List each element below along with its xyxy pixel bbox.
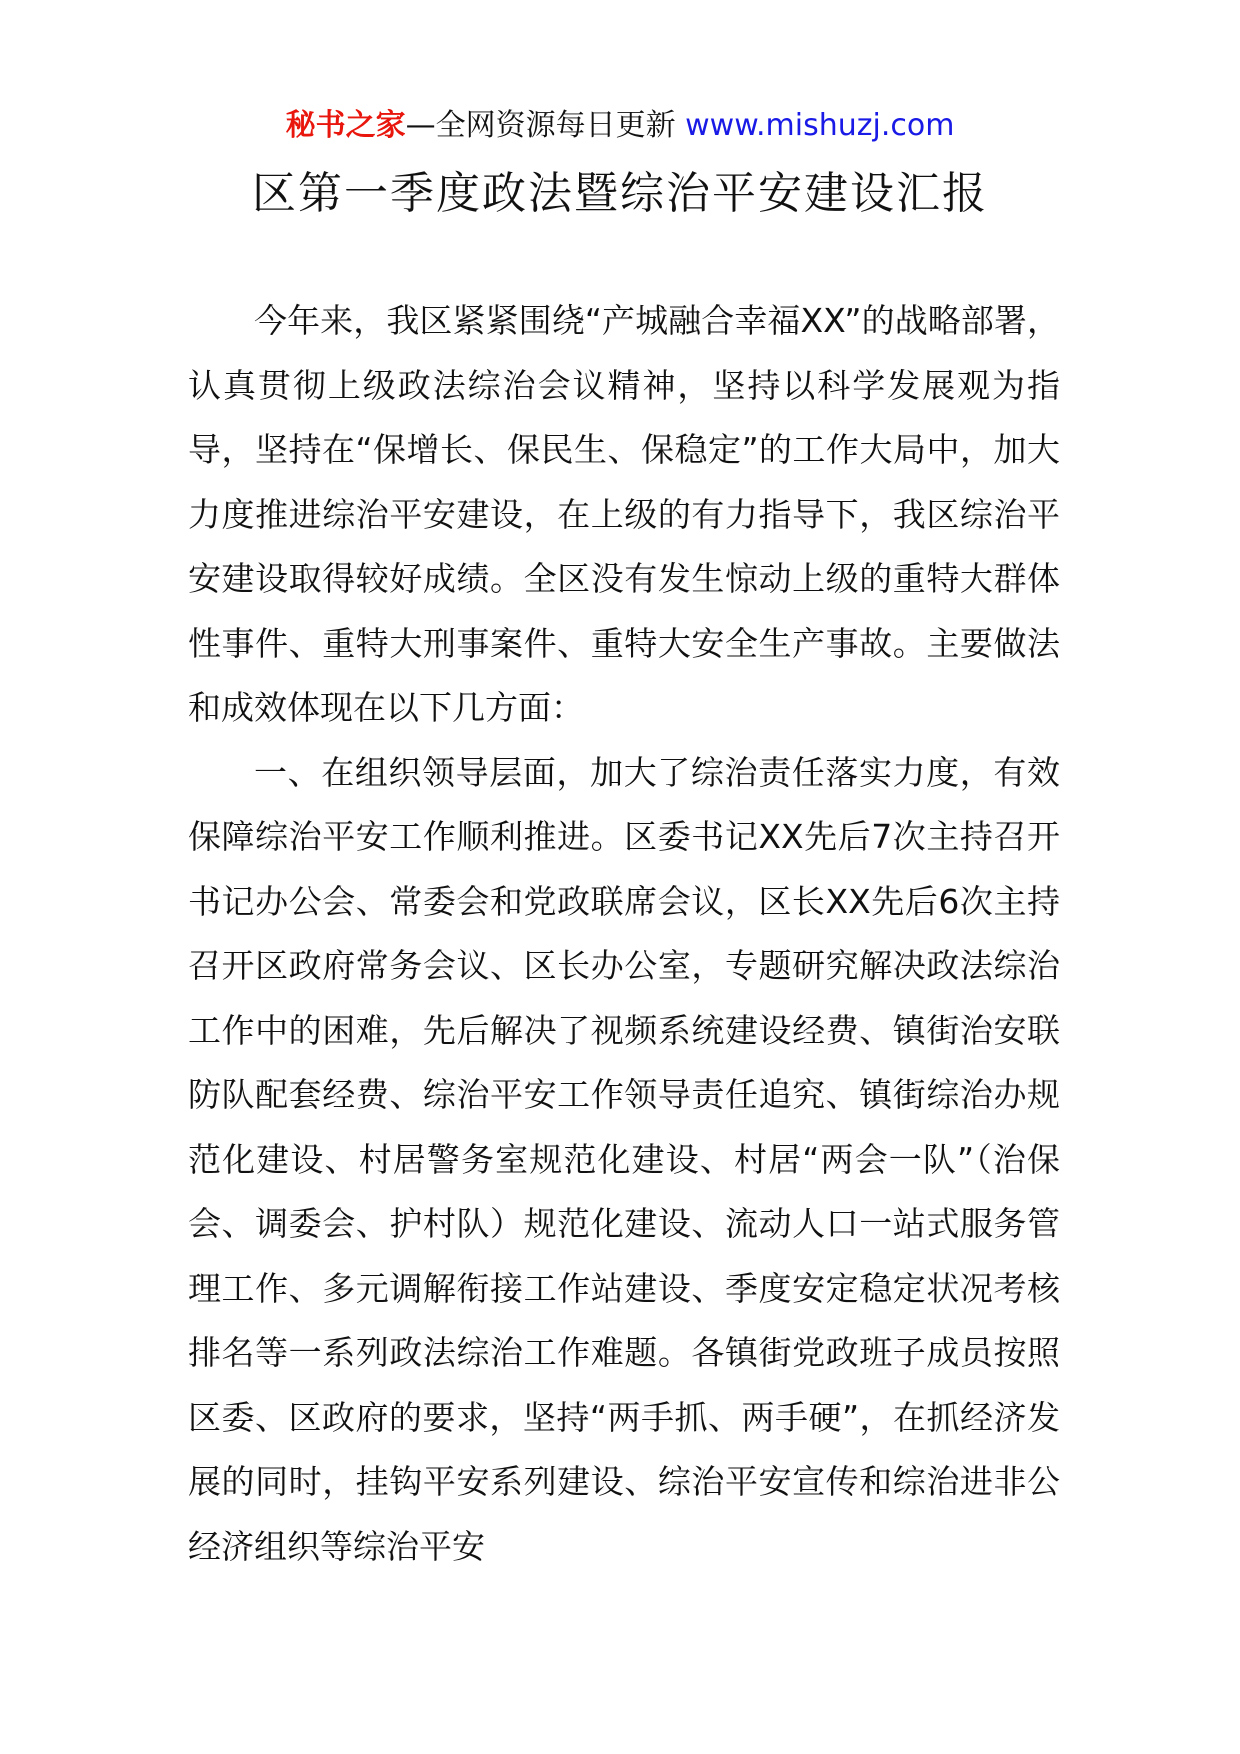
document-title: 区第一季度政法暨综治平安建设汇报 bbox=[252, 168, 988, 219]
site-link[interactable]: www.mishuzj.com bbox=[685, 108, 955, 143]
header-tagline: —全网资源每日更新 bbox=[405, 108, 686, 143]
document-body bbox=[188, 289, 1060, 1579]
paragraph-intro: 今年来，我区紧紧围绕“产城融合幸福XX”的战略部署，认真贯彻上级政法综治会议精神，坚持以科学发展观为指导，坚持在“保增长、保民生、保稳定”的工作大局中，加大力度推进综治平安建设，在上级的有力指导下，我区综治平安建设取得较好成绩。全区没有发生惊动上级的重特大群体性事件、重特大刑事案件、重特大安全生产事故。主要做法和成效体现在以下几方面： bbox=[188, 301, 1060, 727]
brand-name: 秘书之家 bbox=[285, 108, 406, 143]
watermark-header bbox=[0, 104, 1240, 148]
paragraph-section-one: 一、在组织领导层面，加大了综治责任落实力度，有效保障综治平安工作顺利推进。区委书记XX先后7次主持召开书记办公会、常委会和党政联席会议，区长XX先后6次主持召开区政府常务会议、区长办公室，专题研究解决政法综治工作中的困难，先后解决了视频系统建设经费、镇街治安联防队配套经费、综治平安工作领导责任追究、镇街综治办规范化建设、村居警务室规范化建设、村居“两会一队”（治保会、调委会、护村队）规范化建设、流动人口一站式服务管理工作、多元调解衔接工作站建设、季度安定稳定状况考核排名等一系列政法综治工作难题。各镇街党政班子成员按照区委、区政府的要求，坚持“两手抓、两手硬”，在抓经济发展的同时，挂钩平安系列建设、综治平安宣传和综治进非公经济组织等综治平安 bbox=[188, 752, 1060, 1566]
